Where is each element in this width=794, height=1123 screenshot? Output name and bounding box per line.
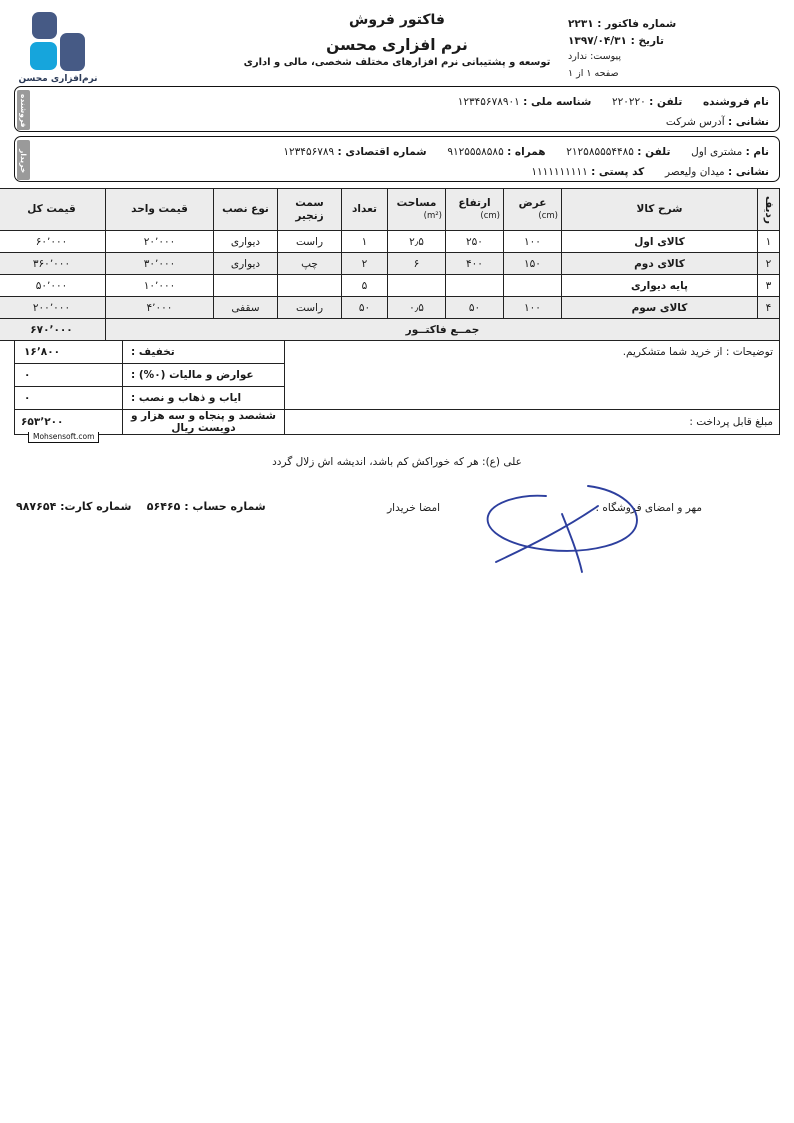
discount-value: ۱۶٬۸۰۰ [15, 341, 123, 364]
table-row [0, 253, 780, 275]
invoice-sum-label: جمــع فاکتــور [106, 319, 780, 341]
buyer-tab-label: خریدار [17, 140, 30, 180]
cell-desc: کالای سوم [562, 297, 758, 319]
cell-idx: ۳ [758, 275, 780, 297]
cell-chain: چپ [278, 253, 342, 275]
company-name: نرم افزاری محسن [326, 36, 468, 54]
totals-table [14, 340, 780, 435]
buyer-postal-code-label: کد پستی : [591, 166, 645, 178]
col-unit-price: قیمت واحد [106, 189, 214, 231]
signature-area [14, 490, 780, 560]
seller-name-label: نام فروشنده [702, 96, 769, 108]
col-chain: سمت زنجیر [278, 189, 342, 231]
page-title: فاکتور فروش [349, 12, 445, 28]
col-area-text: مساحت [396, 196, 437, 209]
buyer-name-label: نام : [745, 146, 769, 158]
col-height-unit: (cm) [480, 210, 500, 221]
cell-height [446, 275, 504, 297]
cell-install: سقفی [214, 297, 278, 319]
col-width [504, 189, 562, 231]
invoice-number-row [550, 16, 780, 33]
totals-row-discount [15, 341, 780, 364]
payable-value: ۶۵۳٬۲۰۰ [15, 410, 123, 435]
cell-desc: کالای اول [562, 231, 758, 253]
cell-chain [278, 275, 342, 297]
cell-desc: کالای دوم [562, 253, 758, 275]
col-qty: تعداد [342, 189, 388, 231]
payable-words: ششصد و پنجاه و سه هزار و دویست ریال [123, 410, 285, 435]
watermark-label: Mohsensoft.com [28, 432, 99, 443]
cell-idx: ۲ [758, 253, 780, 275]
invoice-note-text: از خرید شما متشکریم. [622, 346, 723, 358]
cell-qty: ۲ [342, 253, 388, 275]
attachment-note: پیوست: ندارد [568, 51, 622, 62]
buyer-economic-no-label: شماره اقتصادی : [337, 146, 427, 158]
invoice-date-value: ۱۳۹۷/۰۴/۳۱ [568, 34, 627, 47]
invoice-meta [550, 16, 780, 82]
buyer-mobile-label: همراه : [507, 146, 546, 158]
buyer-line-1 [37, 142, 769, 162]
invoice-date-row [550, 33, 780, 50]
cell-total-price: ۲۰۰٬۰۰۰ [0, 297, 106, 319]
cell-qty: ۵۰ [342, 297, 388, 319]
seller-box [14, 86, 780, 132]
footer-quote: علی (ع): هر که خوراکش کم باشد، اندیشه اش زلال گردد [272, 456, 522, 468]
seller-tab-label: فروشنده [17, 90, 30, 130]
handwritten-signature [470, 480, 660, 575]
seller-address-value: آدرس شرکت [665, 116, 725, 128]
items-table-body [0, 231, 780, 319]
cell-desc: پایه دیواری [562, 275, 758, 297]
table-row [0, 231, 780, 253]
items-table-head [0, 189, 780, 231]
seller-national-id-value: ۱۲۳۴۵۶۷۸۹۰۱ [457, 96, 520, 108]
items-table-foot [0, 319, 780, 341]
col-height [446, 189, 504, 231]
cell-install: دیواری [214, 253, 278, 275]
buyer-name-value: مشتری اول [691, 146, 743, 158]
cell-install: دیواری [214, 231, 278, 253]
invoice-sum-value: ۶۷۰٬۰۰۰ [0, 319, 106, 341]
tax-value: ۰ [15, 364, 123, 387]
table-row [0, 297, 780, 319]
cell-unit-price: ۱۰٬۰۰۰ [106, 275, 214, 297]
buyer-line-2 [37, 162, 769, 182]
cell-unit-price: ۳۰٬۰۰۰ [106, 253, 214, 275]
cell-unit-price: ۲۰٬۰۰۰ [106, 231, 214, 253]
shipping-value: ۰ [15, 387, 123, 410]
payable-label: مبلغ قابل پرداخت : [285, 410, 780, 435]
buyer-signature-label: امضا خریدار [387, 502, 440, 514]
seller-national-id-label: شناسه ملی : [523, 96, 592, 108]
cell-width: ۱۵۰ [504, 253, 562, 275]
buyer-address-label: نشانی : [728, 166, 769, 178]
cell-qty: ۱ [342, 231, 388, 253]
cell-height: ۴۰۰ [446, 253, 504, 275]
cell-width: ۱۰۰ [504, 297, 562, 319]
cell-total-price: ۳۶۰٬۰۰۰ [0, 253, 106, 275]
col-height-text: ارتفاع [458, 196, 491, 209]
account-number: ۵۶۴۶۵ [146, 500, 181, 513]
cell-area [388, 275, 446, 297]
col-width-unit: (cm) [538, 210, 558, 221]
col-width-text: عرض [518, 196, 547, 209]
logo-text: نرم‌افزاری محسن [18, 74, 98, 84]
watermark-wrap [14, 432, 780, 447]
cell-idx: ۴ [758, 297, 780, 319]
bank-details [16, 500, 266, 513]
cell-total-price: ۵۰٬۰۰۰ [0, 275, 106, 297]
items-header-row [0, 189, 780, 231]
seller-stamp-label: مهر و امضای فروشگاه : [595, 502, 702, 514]
cell-unit-price: ۴٬۰۰۰ [106, 297, 214, 319]
invoice-number-value: ۲۲۳۱ [568, 18, 594, 30]
cell-chain: راست [278, 297, 342, 319]
invoice-date-label: تاریخ : [630, 34, 664, 47]
seller-address-label: نشانی : [728, 116, 769, 128]
totals-row-payable [15, 410, 780, 435]
card-number: ۹۸۷۶۵۴ [16, 500, 57, 513]
cell-height: ۵۰ [446, 297, 504, 319]
seller-line-2 [37, 112, 769, 132]
buyer-mobile-value: ۹۱۲۵۵۵۸۵۸۵ [447, 146, 504, 158]
col-total-price: قیمت کل [0, 189, 106, 231]
cell-area: ۰٫۵ [388, 297, 446, 319]
col-desc: شرح کالا [562, 189, 758, 231]
company-slogan: توسعه و پشتیبانی نرم افزارهای مختلف شخصی، مالی و اداری [243, 57, 551, 68]
col-area-unit: (m²) [423, 210, 442, 221]
buyer-phone-value: ۲۱۲۵۸۵۵۵۴۴۸۵ [566, 146, 634, 158]
cell-width: ۱۰۰ [504, 231, 562, 253]
buyer-postal-code-value: ۱۱۱۱۱۱۱۱۱۱ [531, 166, 588, 178]
seller-phone-label: تلفن : [649, 96, 683, 108]
cell-width [504, 275, 562, 297]
cell-area: ۶ [388, 253, 446, 275]
seller-line-1 [37, 92, 769, 112]
cell-area: ۲٫۵ [388, 231, 446, 253]
invoice-note [285, 341, 780, 410]
col-install: نوع نصب [214, 189, 278, 231]
col-area [388, 189, 446, 231]
invoice-header [0, 0, 794, 86]
account-label: شماره حساب : [184, 500, 266, 513]
cell-height: ۲۵۰ [446, 231, 504, 253]
seller-phone-value: ۲۲۰۲۲۰ [611, 96, 646, 108]
cell-chain: راست [278, 231, 342, 253]
buyer-economic-no-value: ۱۲۳۴۵۶۷۸۹ [283, 146, 335, 158]
cell-install [214, 275, 278, 297]
tax-label: عوارض و مالیات (۰%) : [123, 364, 285, 387]
invoice-number-label: شماره فاکتور : [597, 18, 677, 30]
table-row [0, 275, 780, 297]
shipping-label: ایاب و ذهاب و نصب : [123, 387, 285, 410]
cell-total-price: ۶۰٬۰۰۰ [0, 231, 106, 253]
page-number: صفحه ۱ از ۱ [568, 67, 619, 79]
card-label: شماره کارت: [60, 500, 132, 513]
col-idx: ردیف [758, 189, 780, 231]
invoice-sum-row [0, 319, 780, 341]
cell-idx: ۱ [758, 231, 780, 253]
invoice-note-label: توضیحات : [725, 346, 773, 358]
buyer-box [14, 136, 780, 182]
items-table [0, 188, 780, 341]
items-table-wrap [14, 188, 780, 435]
buyer-address-value: میدان ولیعصر [664, 166, 725, 178]
discount-label: تخفیف : [123, 341, 285, 364]
buyer-phone-label: تلفن : [637, 146, 671, 158]
cell-qty: ۵ [342, 275, 388, 297]
